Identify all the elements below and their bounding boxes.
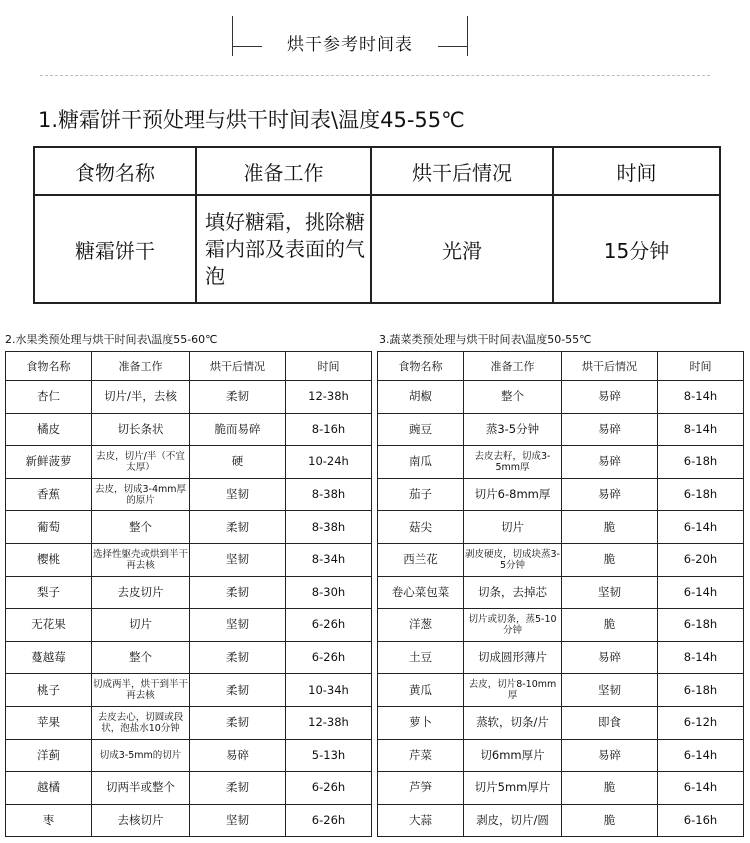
food-name: 洋葱 — [378, 609, 464, 642]
dried-result: 坚韧 — [562, 674, 658, 707]
table-row — [6, 706, 372, 739]
dried-result: 脆 — [562, 511, 658, 544]
page-title: 烘干参考时间表 — [287, 35, 413, 55]
dried-result: 易碎 — [562, 381, 658, 414]
prep-work: 去皮切片 — [92, 576, 190, 609]
prep-work: 去核切片 — [92, 804, 190, 837]
col-header-name: 食物名称 — [34, 147, 196, 195]
dried-result: 易碎 — [190, 739, 286, 772]
food-name: 西兰花 — [378, 543, 464, 576]
food-name: 大蒜 — [378, 804, 464, 837]
prep-work: 剥皮，切片/圆 — [464, 804, 562, 837]
table-row — [378, 478, 744, 511]
dry-time: 6-16h — [658, 804, 744, 837]
table-row — [378, 739, 744, 772]
food-name: 南瓜 — [378, 446, 464, 479]
food-name: 胡椒 — [378, 381, 464, 414]
table-row — [6, 641, 372, 674]
prep-work: 切片 — [92, 609, 190, 642]
dry-time: 6-26h — [286, 641, 372, 674]
prep-work: 去皮，切片/半（不宜太厚） — [92, 446, 190, 479]
col-header-name: 食物名称 — [378, 352, 464, 381]
dry-time: 10-34h — [286, 674, 372, 707]
prep-work: 剥皮硬皮，切成块蒸3-5分钟 — [464, 543, 562, 576]
dried-result: 光滑 — [371, 195, 553, 303]
prep-work: 去皮，切成3-4mm厚的原片 — [92, 478, 190, 511]
food-name: 黄瓜 — [378, 674, 464, 707]
dry-time: 6-26h — [286, 804, 372, 837]
col-header-prep: 准备工作 — [196, 147, 371, 195]
dried-result: 易碎 — [562, 739, 658, 772]
page-title-frame — [232, 16, 468, 56]
section2-heading: 2.水果类预处理与烘干时间表\温度55-60℃ — [5, 333, 218, 346]
dried-result: 易碎 — [562, 641, 658, 674]
table-row — [378, 543, 744, 576]
food-name: 芹菜 — [378, 739, 464, 772]
table-row — [6, 739, 372, 772]
prep-work: 去皮去心，切圆或段状，泡盐水10分钟 — [92, 706, 190, 739]
col-header-time: 时间 — [553, 147, 720, 195]
dry-time: 6-14h — [658, 772, 744, 805]
table-row — [378, 446, 744, 479]
dry-time: 12-38h — [286, 706, 372, 739]
dried-result: 即食 — [562, 706, 658, 739]
prep-work: 切成3-5mm的切片 — [92, 739, 190, 772]
prep-work: 选择性躯壳或烘到半干再去核 — [92, 543, 190, 576]
dried-result: 脆 — [562, 772, 658, 805]
food-name: 苹果 — [6, 706, 92, 739]
dry-time: 6-12h — [658, 706, 744, 739]
table-row — [378, 804, 744, 837]
prep-work: 去皮，切片8-10mm厚 — [464, 674, 562, 707]
dried-result: 坚韧 — [190, 478, 286, 511]
dried-result: 脆 — [562, 804, 658, 837]
food-name: 卷心菜包菜 — [378, 576, 464, 609]
table-row — [6, 413, 372, 446]
food-name: 糖霜饼干 — [34, 195, 196, 303]
food-name: 菇尖 — [378, 511, 464, 544]
table-row — [34, 195, 720, 303]
prep-work: 切6mm厚片 — [464, 739, 562, 772]
table-row — [378, 674, 744, 707]
prep-work: 整个 — [92, 641, 190, 674]
dry-time: 5-13h — [286, 739, 372, 772]
table-row — [6, 446, 372, 479]
dried-result: 柔韧 — [190, 576, 286, 609]
food-name: 土豆 — [378, 641, 464, 674]
dried-result: 易碎 — [562, 446, 658, 479]
prep-work: 去皮去籽，切成3-5mm厚 — [464, 446, 562, 479]
prep-work: 填好糖霜，挑除糖霜内部及表面的气泡 — [196, 195, 371, 303]
table-row — [378, 641, 744, 674]
divider — [40, 75, 710, 76]
food-name: 茄子 — [378, 478, 464, 511]
food-name: 越橘 — [6, 772, 92, 805]
dry-time: 6-18h — [658, 478, 744, 511]
col-header-name: 食物名称 — [6, 352, 92, 381]
food-name: 梨子 — [6, 576, 92, 609]
dry-time: 8-38h — [286, 511, 372, 544]
dry-time: 6-14h — [658, 511, 744, 544]
dried-result: 脆 — [562, 543, 658, 576]
food-name: 樱桃 — [6, 543, 92, 576]
dry-time: 8-30h — [286, 576, 372, 609]
prep-work: 蒸软，切条/片 — [464, 706, 562, 739]
dry-time: 6-18h — [658, 609, 744, 642]
prep-work: 整个 — [464, 381, 562, 414]
dry-time: 6-20h — [658, 543, 744, 576]
food-name: 新鲜菠萝 — [6, 446, 92, 479]
table-row — [378, 511, 744, 544]
col-header-result: 烘干后情况 — [562, 352, 658, 381]
prep-work: 切片 — [464, 511, 562, 544]
food-name: 枣 — [6, 804, 92, 837]
prep-work: 切片5mm厚片 — [464, 772, 562, 805]
food-name: 豌豆 — [378, 413, 464, 446]
table-row — [378, 381, 744, 414]
food-name: 桃子 — [6, 674, 92, 707]
table-row — [6, 804, 372, 837]
food-name: 蔓越莓 — [6, 641, 92, 674]
prep-work: 切片6-8mm厚 — [464, 478, 562, 511]
dried-result: 柔韧 — [190, 772, 286, 805]
dry-time: 6-14h — [658, 576, 744, 609]
prep-work: 整个 — [92, 511, 190, 544]
col-header-result: 烘干后情况 — [371, 147, 553, 195]
prep-work: 切条，去掉芯 — [464, 576, 562, 609]
prep-work: 蒸3-5分钟 — [464, 413, 562, 446]
table-row — [378, 576, 744, 609]
food-name: 橘皮 — [6, 413, 92, 446]
table-row — [378, 413, 744, 446]
table-row — [6, 381, 372, 414]
food-name: 洋蓟 — [6, 739, 92, 772]
dry-time: 8-14h — [658, 641, 744, 674]
dried-result: 坚韧 — [562, 576, 658, 609]
dry-time: 15分钟 — [553, 195, 720, 303]
section1-heading: 1.糖霜饼干预处理与烘干时间表\温度45-55℃ — [38, 108, 465, 132]
dry-time: 8-14h — [658, 413, 744, 446]
table-row — [6, 511, 372, 544]
table-row — [378, 706, 744, 739]
prep-work: 切成圆形薄片 — [464, 641, 562, 674]
dry-time: 8-34h — [286, 543, 372, 576]
col-header-prep: 准备工作 — [92, 352, 190, 381]
table-row — [6, 576, 372, 609]
dry-time: 8-14h — [658, 381, 744, 414]
table-row — [6, 478, 372, 511]
dry-time: 8-16h — [286, 413, 372, 446]
col-header-time: 时间 — [658, 352, 744, 381]
dried-result: 硬 — [190, 446, 286, 479]
fruit-table — [5, 351, 372, 837]
food-name: 萝卜 — [378, 706, 464, 739]
col-header-result: 烘干后情况 — [190, 352, 286, 381]
section3-heading: 3.蔬菜类预处理与烘干时间表\温度50-55℃ — [379, 333, 592, 346]
dried-result: 易碎 — [562, 413, 658, 446]
food-name: 杏仁 — [6, 381, 92, 414]
dry-time: 8-38h — [286, 478, 372, 511]
col-header-prep: 准备工作 — [464, 352, 562, 381]
dried-result: 脆 — [562, 609, 658, 642]
dry-time: 6-26h — [286, 772, 372, 805]
prep-work: 切成两半，烘干到半干再去核 — [92, 674, 190, 707]
food-name: 芦笋 — [378, 772, 464, 805]
food-name: 葡萄 — [6, 511, 92, 544]
dry-time: 6-18h — [658, 446, 744, 479]
dried-result: 柔韧 — [190, 706, 286, 739]
dried-result: 脆而易碎 — [190, 413, 286, 446]
prep-work: 切两半或整个 — [92, 772, 190, 805]
dry-time: 6-14h — [658, 739, 744, 772]
dried-result: 坚韧 — [190, 543, 286, 576]
table-row — [6, 674, 372, 707]
table-row — [6, 609, 372, 642]
table-row — [378, 772, 744, 805]
dry-time: 10-24h — [286, 446, 372, 479]
dry-time: 12-38h — [286, 381, 372, 414]
icing-cookie-table — [33, 146, 721, 304]
dry-time: 6-18h — [658, 674, 744, 707]
prep-work: 切片或切条，蒸5-10分钟 — [464, 609, 562, 642]
prep-work: 切长条状 — [92, 413, 190, 446]
dried-result: 柔韧 — [190, 381, 286, 414]
table-row — [6, 772, 372, 805]
dried-result: 柔韧 — [190, 641, 286, 674]
col-header-time: 时间 — [286, 352, 372, 381]
vegetable-table — [377, 351, 744, 837]
dried-result: 易碎 — [562, 478, 658, 511]
dried-result: 坚韧 — [190, 804, 286, 837]
table-row — [378, 609, 744, 642]
dry-time: 6-26h — [286, 609, 372, 642]
dried-result: 柔韧 — [190, 674, 286, 707]
food-name: 香蕉 — [6, 478, 92, 511]
dried-result: 坚韧 — [190, 609, 286, 642]
food-name: 无花果 — [6, 609, 92, 642]
dried-result: 柔韧 — [190, 511, 286, 544]
table-row — [6, 543, 372, 576]
prep-work: 切片/半，去核 — [92, 381, 190, 414]
